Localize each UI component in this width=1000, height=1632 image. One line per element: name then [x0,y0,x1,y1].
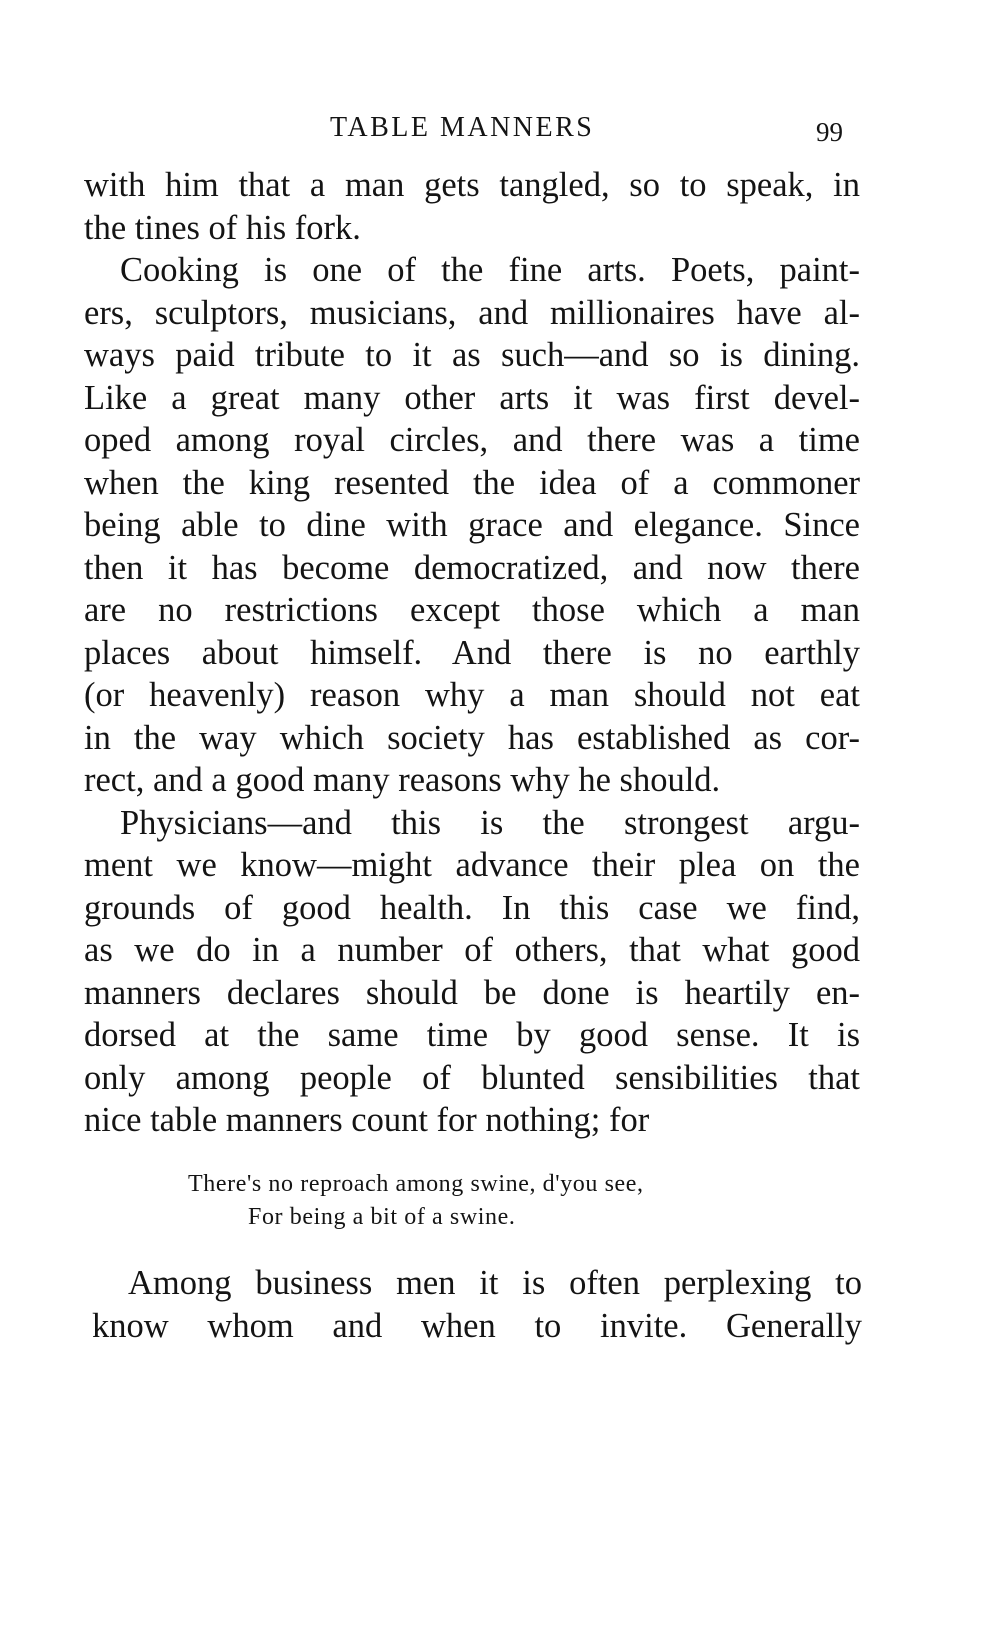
text-line: the tines of his fork. [84,208,361,247]
text-line: only among people of blunted sensibilities that [84,1058,860,1097]
verse-quotation [188,1168,788,1234]
text-line: dorsed at the same time by good sense. It is [84,1016,860,1054]
text-line: grounds of good health. In this case we find, [84,888,860,927]
text-line: (or heavenly) reason why a man should not eat [84,676,860,714]
text-line: then it has become democratized, and now there [84,548,860,587]
body-text [84,164,860,1142]
text-line: as we do in a number of others, that what good [84,931,860,969]
text-line: Physicians—and this is the strongest argu- [120,803,860,842]
text-line: in the way which society has established as cor- [84,718,860,757]
text-line: rect, and a good many reasons why he should. [84,761,721,799]
text-line: being able to dine with grace and elegance. Since [84,506,860,544]
page-number: 99 [816,117,843,147]
text-line: oped among royal circles, and there was a time [84,421,860,459]
body-text-continued [92,1262,862,1347]
text-line: Cooking is one of the fine arts. Poets, paint- [120,251,860,289]
text-line: are no restrictions except those which a man [84,591,860,629]
text-line: Like a great many other arts it was first devel- [84,378,860,417]
text-line: ways paid tribute to it as such—and so is dining. [84,336,860,374]
text-line: Among business men it is often perplexing to [128,1264,862,1302]
verse-line: There's no reproach among swine, d'you see, [188,1171,644,1197]
text-line: places about himself. And there is no earthly [84,633,860,672]
text-line: ment we know—might advance their plea on the [84,846,860,884]
verse-line: For being a bit of a swine. [248,1204,516,1230]
running-title: TABLE MANNERS [330,112,595,143]
text-line: manners declares should be done is heartily en- [84,973,860,1012]
page-header [0,108,1000,148]
text-line: when the king resented the idea of a commoner [84,463,860,502]
text-line: nice table manners count for nothing; for [84,1101,650,1139]
text-line: ers, sculptors, musicians, and millionaires have al- [84,293,860,332]
text-line: know whom and when to invite. Generally [92,1306,862,1345]
text-line: with him that a man gets tangled, so to speak, in [84,166,860,204]
